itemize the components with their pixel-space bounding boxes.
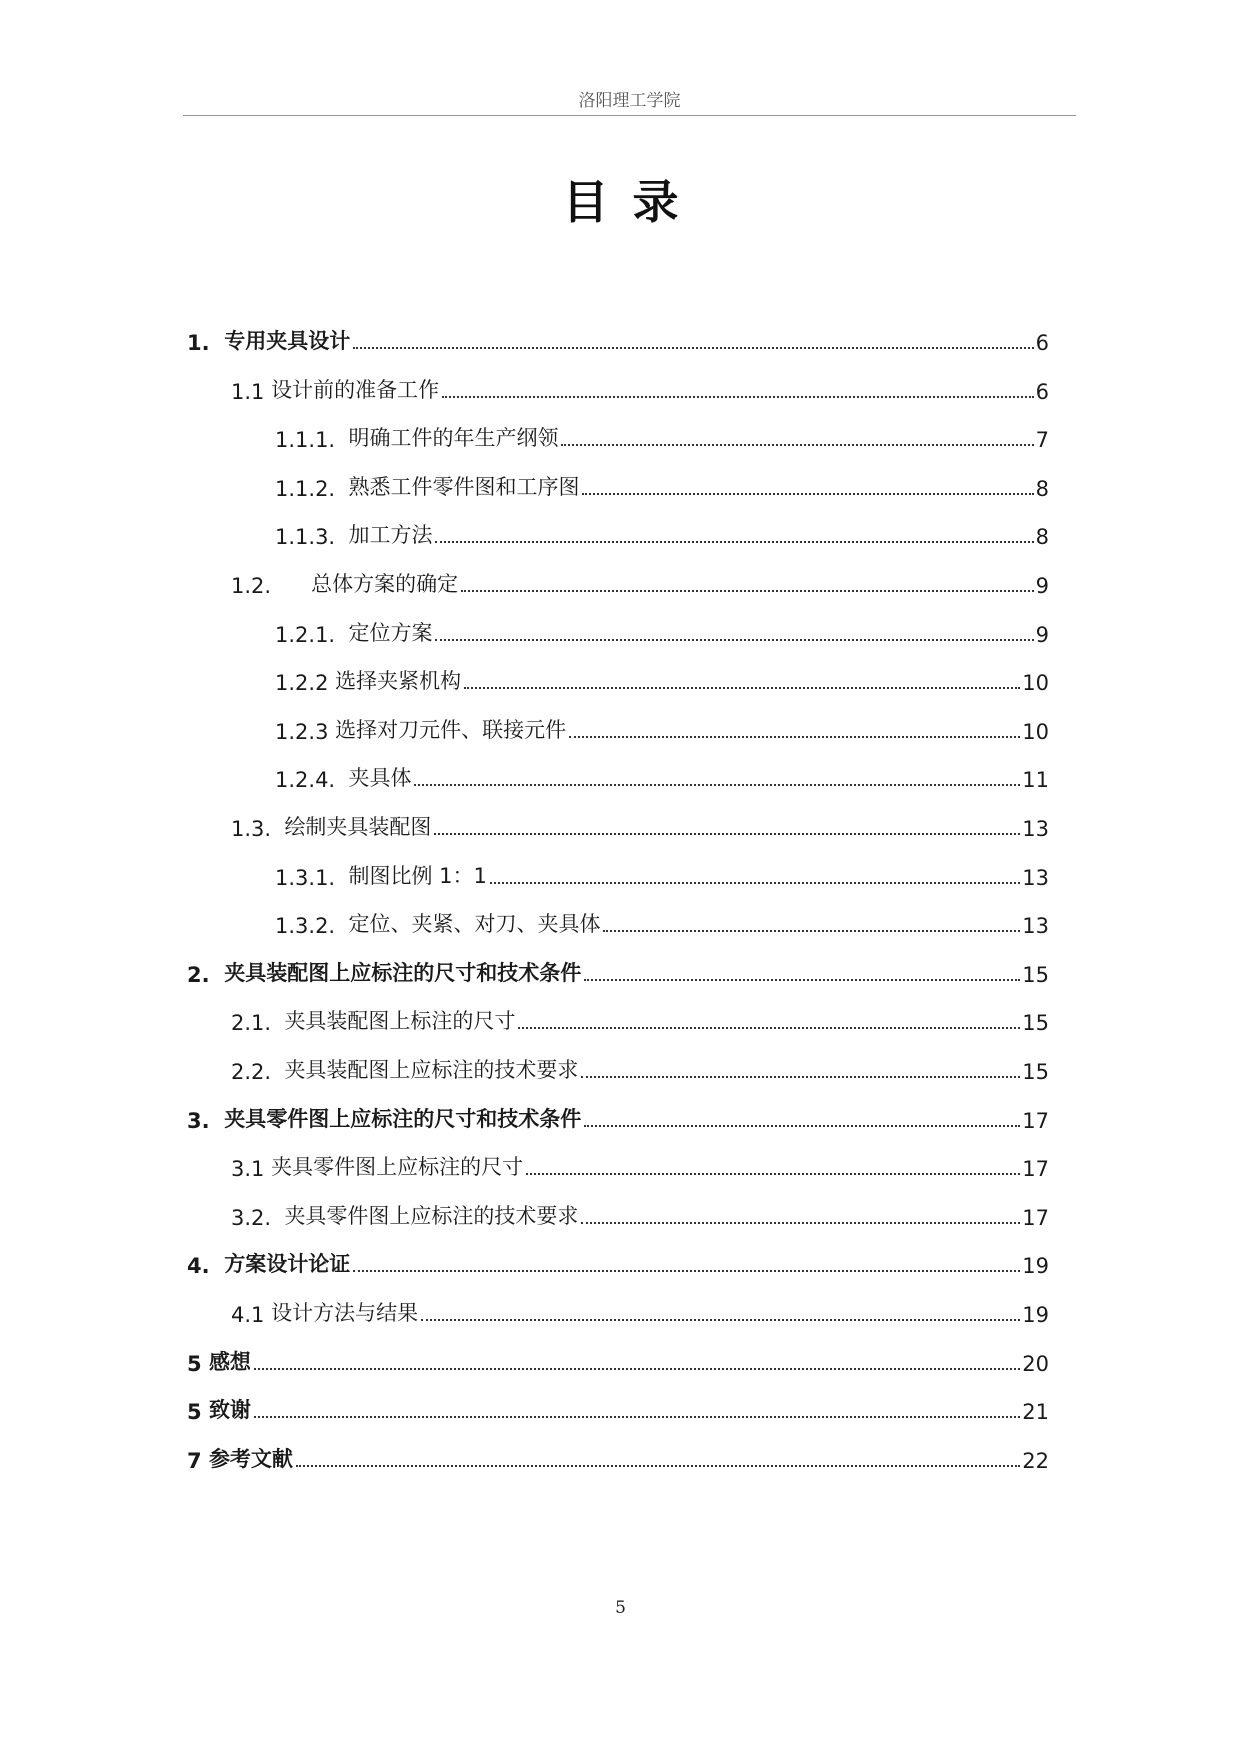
- toc-entry-number: 1.1.3.: [275, 525, 349, 550]
- dot-leader: [434, 833, 1020, 835]
- toc-entry[interactable]: [275, 665, 1049, 695]
- dot-leader: [254, 1368, 1020, 1370]
- toc-entry-title: 致谢: [208, 1398, 251, 1423]
- toc-entry[interactable]: [231, 1200, 1049, 1230]
- toc-entry-page: 7: [1035, 428, 1049, 453]
- toc-entry-number: 5: [187, 1400, 209, 1425]
- toc-entry-number: 1.1.2.: [275, 476, 349, 501]
- toc-entry[interactable]: [275, 860, 1049, 890]
- toc-entry[interactable]: [275, 519, 1049, 549]
- dot-leader: [296, 1465, 1020, 1467]
- toc-entry-number: 1.1: [231, 379, 272, 404]
- dot-leader: [435, 541, 1033, 543]
- toc-entry-number: 1.2.2: [275, 671, 336, 696]
- toc-entry-title: 总体方案的确定: [311, 572, 459, 596]
- toc-entry-page: 17: [1022, 1108, 1049, 1133]
- dot-leader: [581, 1076, 1020, 1078]
- toc-entry-title: 绘制夹具装配图: [284, 815, 432, 839]
- toc-entry-title: 参考文献: [208, 1446, 293, 1471]
- dot-leader: [561, 444, 1033, 446]
- toc-title: 目录: [562, 175, 703, 229]
- dot-leader: [442, 396, 1034, 398]
- toc-entry-number: 1.1.1.: [275, 428, 349, 453]
- toc-entry[interactable]: [231, 1297, 1049, 1327]
- toc-entry-title: 感想: [208, 1349, 251, 1374]
- toc-entry-title: 夹具装配图上应标注的尺寸和技术条件: [224, 960, 582, 985]
- toc-entry-page: 6: [1035, 379, 1049, 404]
- dot-leader: [461, 590, 1034, 592]
- toc-entry-number: 1.3.1.: [275, 865, 349, 890]
- dot-leader: [353, 1270, 1020, 1272]
- toc-entry-title: 方案设计论证: [224, 1252, 351, 1277]
- toc-entry-number: 1.2.3: [275, 719, 336, 744]
- dot-leader: [603, 930, 1020, 932]
- toc-entry-number: 1.2.: [231, 574, 312, 598]
- toc-entry-title: 明确工件的年生产纲领: [348, 426, 559, 451]
- toc-entry-page: 13: [1022, 865, 1049, 890]
- toc-entry-number: 3.2.: [231, 1205, 285, 1230]
- toc-entry-number: 1.3.2.: [275, 914, 349, 939]
- dot-leader: [254, 1416, 1020, 1418]
- toc-entry-page: 10: [1022, 719, 1049, 744]
- toc-entry-page: 8: [1035, 525, 1049, 550]
- toc-entry[interactable]: [231, 1005, 1049, 1035]
- toc-entry-number: 7: [187, 1448, 209, 1473]
- toc-entry-number: 1.3.: [231, 817, 285, 841]
- toc-entry-title: 制图比例 1：1: [348, 863, 487, 888]
- toc-entry-number: 2.1.: [231, 1011, 285, 1036]
- toc-entry-page: 20: [1022, 1351, 1049, 1376]
- dot-leader: [584, 1125, 1020, 1127]
- toc-entry[interactable]: [187, 1346, 1049, 1376]
- toc-entry-number: 3.: [187, 1108, 225, 1133]
- dot-leader: [464, 687, 1020, 689]
- dot-leader: [581, 1222, 1020, 1224]
- toc-entry[interactable]: [275, 908, 1049, 938]
- toc-entry-title: 定位方案: [348, 620, 433, 645]
- toc-entry-title: 夹具零件图上应标注的尺寸: [271, 1155, 524, 1180]
- page-number: 5: [615, 1598, 626, 1618]
- toc-entry-number: 5: [187, 1351, 209, 1376]
- toc-entry-title: 夹具零件图上应标注的技术要求: [284, 1203, 579, 1228]
- toc-entry[interactable]: [275, 617, 1049, 647]
- toc-entry-page: 9: [1035, 622, 1049, 647]
- toc-entry[interactable]: [187, 325, 1049, 355]
- toc-entry-title: 定位、夹紧、对刀、夹具体: [348, 912, 601, 937]
- toc-entry-page: 8: [1035, 476, 1049, 501]
- toc-entry-title: 夹具装配图上应标注的技术要求: [284, 1058, 579, 1082]
- toc-entry-page: 6: [1035, 331, 1049, 355]
- toc-entry-number: 1.2.1.: [275, 622, 349, 647]
- toc-entry-title: 选择对刀元件、联接元件: [335, 717, 567, 742]
- dot-leader: [414, 784, 1020, 786]
- toc-entry-page: 11: [1022, 768, 1049, 793]
- dot-leader: [353, 347, 1033, 349]
- toc-entry-title: 设计前的准备工作: [271, 377, 440, 402]
- toc-entry-number: 1.: [187, 331, 225, 355]
- dot-leader: [526, 1173, 1020, 1175]
- running-header: 洛阳理工学院: [578, 91, 681, 111]
- toc-entry[interactable]: [275, 422, 1049, 452]
- toc-entry[interactable]: [231, 811, 1049, 841]
- header-rule: [183, 115, 1076, 116]
- dot-leader: [421, 1319, 1020, 1321]
- toc-entry-page: 15: [1022, 962, 1049, 987]
- toc-entry-page: 13: [1022, 914, 1049, 939]
- toc-entry[interactable]: [187, 1394, 1049, 1424]
- dot-leader: [518, 1027, 1020, 1029]
- toc-entry-number: 2.: [187, 962, 225, 987]
- toc-entry-page: 19: [1022, 1254, 1049, 1279]
- toc-entry[interactable]: [275, 471, 1049, 501]
- toc-entry-title: 专用夹具设计: [224, 329, 351, 353]
- toc-entry[interactable]: [231, 1054, 1049, 1084]
- toc-entry-page: 19: [1022, 1303, 1049, 1327]
- toc-entry-page: 21: [1022, 1400, 1049, 1425]
- toc-entry-page: 15: [1022, 1011, 1049, 1036]
- toc-entry-page: 22: [1022, 1448, 1049, 1473]
- toc-entry-number: 4.1: [231, 1303, 272, 1327]
- toc-entry[interactable]: [275, 762, 1049, 792]
- toc-entry-number: 4.: [187, 1254, 225, 1279]
- dot-leader: [435, 639, 1033, 641]
- toc-entry-page: 9: [1035, 574, 1049, 598]
- toc-entry[interactable]: [187, 1103, 1049, 1133]
- toc-entry-page: 15: [1022, 1060, 1049, 1084]
- toc-entry-page: 10: [1022, 671, 1049, 696]
- toc-entry-number: 2.2.: [231, 1060, 285, 1084]
- dot-leader: [584, 979, 1020, 981]
- toc-entry-number: 3.1: [231, 1157, 272, 1182]
- toc-entry[interactable]: [231, 374, 1049, 404]
- toc-entry-page: 13: [1022, 817, 1049, 841]
- toc-entry-title: 熟悉工件零件图和工序图: [348, 474, 580, 499]
- toc-entry-title: 夹具零件图上应标注的尺寸和技术条件: [224, 1106, 582, 1131]
- toc-entry-title: 设计方法与结果: [271, 1301, 419, 1325]
- toc-entry[interactable]: [231, 568, 1049, 598]
- toc-entry-title: 加工方法: [348, 523, 433, 548]
- toc-entry[interactable]: [187, 1248, 1049, 1278]
- dot-leader: [569, 736, 1020, 738]
- toc-entry-number: 1.2.4.: [275, 768, 349, 793]
- toc-entry-page: 17: [1022, 1157, 1049, 1182]
- toc-entry-title: 选择夹紧机构: [335, 669, 462, 694]
- dot-leader: [582, 493, 1033, 495]
- toc-entry-title: 夹具体: [348, 766, 412, 791]
- dot-leader: [490, 882, 1020, 884]
- toc-entry[interactable]: [187, 1443, 1049, 1473]
- toc-entry-title: 夹具装配图上标注的尺寸: [284, 1009, 516, 1034]
- toc-entry[interactable]: [187, 957, 1049, 987]
- toc-entry[interactable]: [231, 1151, 1049, 1181]
- toc-entry-page: 17: [1022, 1205, 1049, 1230]
- toc-entry[interactable]: [275, 714, 1049, 744]
